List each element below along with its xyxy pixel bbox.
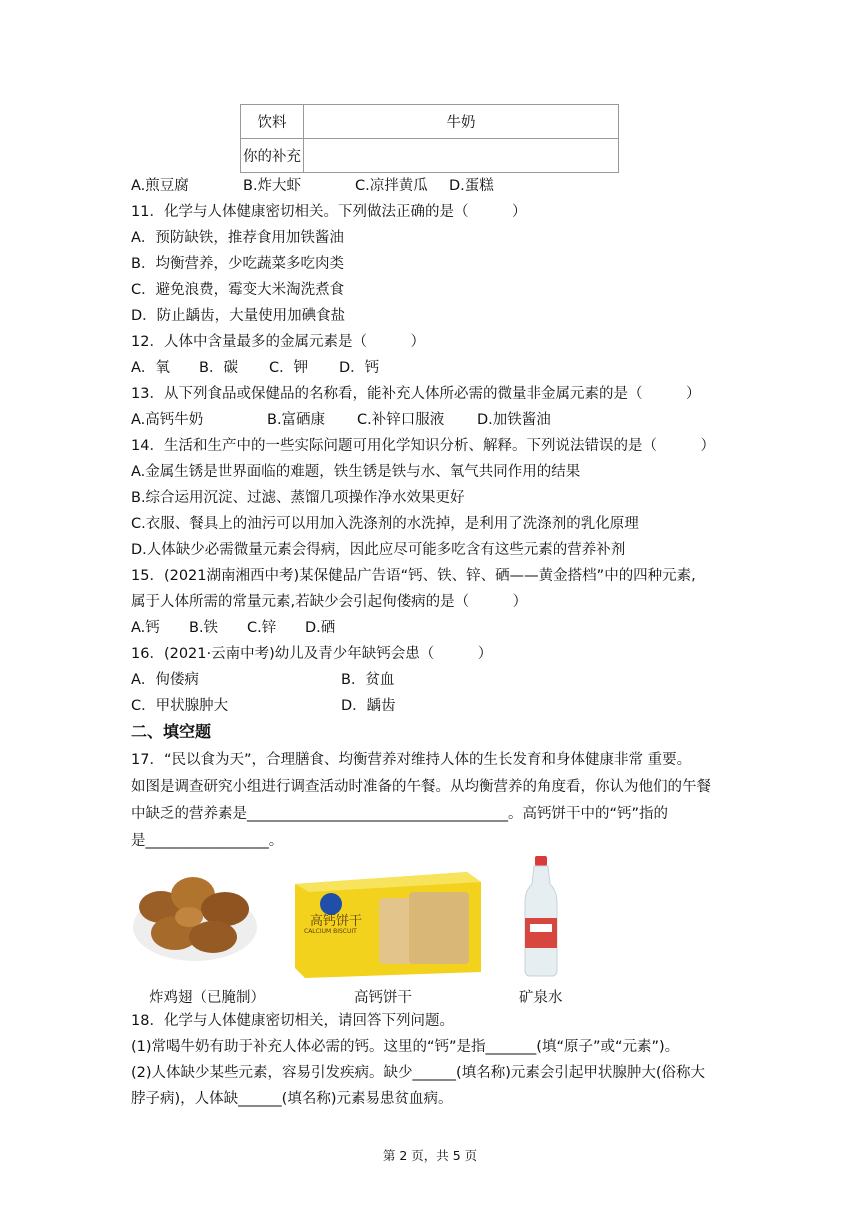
q17-text: 17．“民以食为天”，合理膳食、均衡营养对维持人体的生长发育和身体健康非常 重要。 <box>131 752 692 768</box>
option: A.煎豆腐 <box>131 178 189 194</box>
option: B.富硒康 <box>267 412 326 428</box>
q13-options <box>131 410 551 430</box>
option: A．预防缺铁，推荐食用加铁酱油 <box>131 230 344 246</box>
box-subtitle: CALCIUM BISCUIT <box>304 928 357 935</box>
q13-stem: 13．从下列食品或保健品的名称看，能补充人体所必需的微量非金属元素的是（ ） <box>131 386 701 402</box>
section-heading: 二、填空题 <box>131 722 212 741</box>
q15-options <box>131 618 335 638</box>
q11-stem: 11．化学与人体健康密切相关。下列做法正确的是（ ） <box>131 204 527 220</box>
option: A．佝偻病 <box>131 672 199 688</box>
option: D．龋齿 <box>341 698 396 714</box>
option: C.补锌口服液 <box>357 412 445 428</box>
option: D.人体缺少必需微量元素会得病，因此应尽可能多吃含有这些元素的营养补剂 <box>131 542 626 558</box>
option: B．均衡营养，少吃蔬菜多吃肉类 <box>131 256 344 272</box>
option: B.综合运用沉淀、过滤、蒸馏几项操作净水效果更好 <box>131 490 465 506</box>
page-footer: 第 2 页，共 5 页 <box>382 1148 478 1163</box>
table-cell <box>304 139 619 173</box>
q10-options <box>131 176 494 196</box>
caption-chicken-wings: 炸鸡翅（已腌制） <box>149 990 265 1006</box>
option: C.衣服、餐具上的油污可以用加入洗涤剂的水洗掉，是利用了洗涤剂的乳化原理 <box>131 516 639 532</box>
option: C．钾 <box>269 360 309 376</box>
chicken-wings-image <box>131 865 259 965</box>
option: B．碳 <box>199 360 238 376</box>
q16-options <box>131 696 396 716</box>
option: A.金属生锈是世界面临的难题，铁生锈是铁与水、氧气共同作用的结果 <box>131 464 581 480</box>
table-cell: 饮料 <box>241 105 304 139</box>
q18-text: (1)常喝牛奶有助于补充人体必需的钙。这里的“钙”是指_______(填“原子”或“元素”)。 <box>131 1039 680 1055</box>
table-cell: 你的补充 <box>241 139 304 173</box>
drink-table <box>240 104 619 173</box>
box-brand: 高钙饼干 <box>310 914 363 929</box>
q15-stem: 属于人体所需的常量元素,若缺少会引起佝偻病的是（ ） <box>131 594 528 610</box>
option: B.炸大虾 <box>243 178 302 194</box>
option: D.加铁酱油 <box>477 412 551 428</box>
q12-stem: 12．人体中含量最多的金属元素是（ ） <box>131 334 425 350</box>
q16-stem: 16．(2021·云南中考)幼儿及青少年缺钙会患（ ） <box>131 646 493 662</box>
option: C.凉拌黄瓜 <box>355 178 428 194</box>
option: D.蛋糕 <box>449 178 494 194</box>
q15-stem: 15．(2021湖南湘西中考)某保健品广告语“钙、铁、锌、硒——黄金搭档”中的四种元素, <box>131 568 696 584</box>
q18-text: 脖子病)，人体缺______(填名称)元素易患贫血病。 <box>131 1091 453 1107</box>
option: D.硒 <box>305 620 336 636</box>
water-bottle-image <box>522 856 560 978</box>
q12-options <box>131 358 379 378</box>
q18-stem: 18．化学与人体健康密切相关，请回答下列问题。 <box>131 1013 454 1029</box>
option: D．防止龋齿，大量使用加碘食盐 <box>131 308 346 324</box>
caption-water: 矿泉水 <box>519 990 563 1006</box>
table-cell: 牛奶 <box>304 105 619 139</box>
option: B．贫血 <box>341 672 395 688</box>
option: D．钙 <box>339 360 380 376</box>
caption-biscuit: 高钙饼干 <box>354 990 412 1006</box>
option: A.高钙牛奶 <box>131 412 204 428</box>
q16-options <box>131 670 394 690</box>
option: A．氧 <box>131 360 170 376</box>
option: A.钙 <box>131 620 160 636</box>
option: C．避免浪费，霉变大米淘洗煮食 <box>131 282 345 298</box>
option: C.锌 <box>247 620 277 636</box>
q17-text: 是_________________。 <box>131 833 284 849</box>
option: C．甲状腺肿大 <box>131 698 229 714</box>
option: B.铁 <box>189 620 219 636</box>
q17-text: 中缺乏的营养素是____________________________________。高钙饼干中的“钙”指的 <box>131 806 669 822</box>
q14-stem: 14．生活和生产中的一些实际问题可用化学知识分析、解释。下列说法错误的是（ ） <box>131 438 715 454</box>
q17-text: 如图是调查研究小组进行调查活动时准备的午餐。从均衡营养的角度看，你认为他们的午餐 <box>131 779 711 795</box>
q18-text: (2)人体缺少某些元素，容易引发疾病。缺少______(填名称)元素会引起甲状腺肿大(俗称大 <box>131 1065 706 1081</box>
